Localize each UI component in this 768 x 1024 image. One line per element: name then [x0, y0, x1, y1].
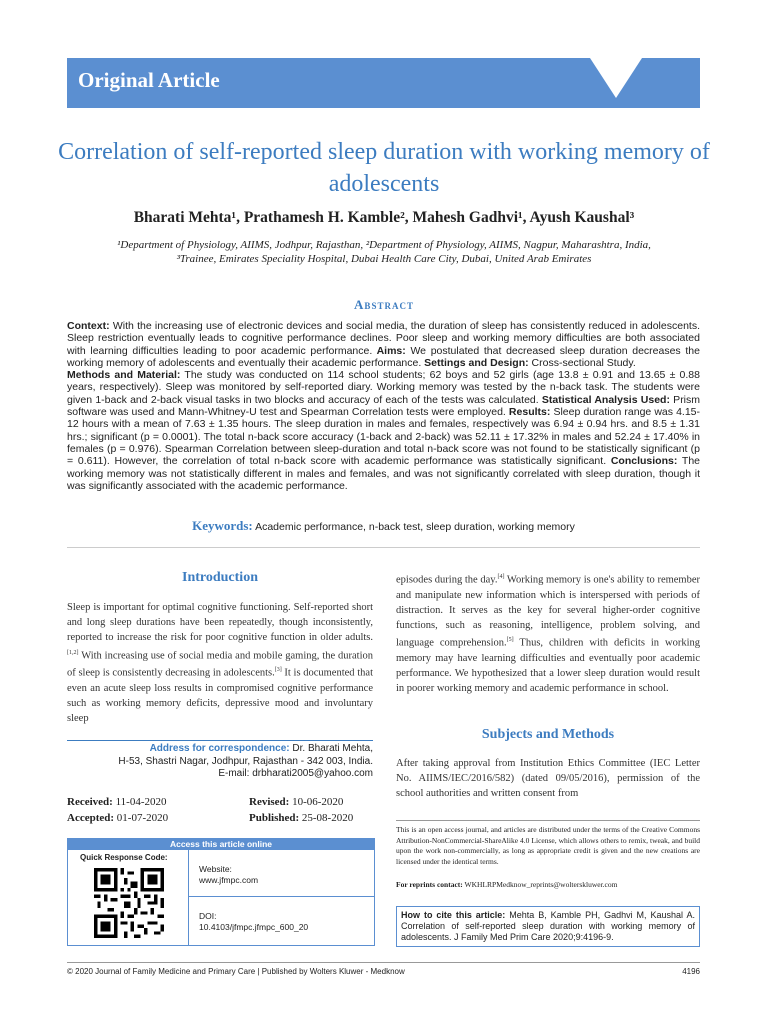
methods-text: After taking approval from Institution Ethics Committee (IEC Letter No. AIIMS/IEC/2016/582) (dated 09/05/2016), permission of the school authorities and written consent from	[396, 758, 700, 800]
qr-label: Quick Response Code:	[80, 853, 168, 862]
license-statement: This is an open access journal, and articles are distributed under the terms of the Creative Commons Attribution-NonCommercial-ShareAlike 4.0 License, which allows others to remix, tweak, and build upon the work non-commercially, as long as appropriate credit is given and the new creations are licensed under the identical terms.	[396, 820, 700, 867]
keywords	[67, 518, 700, 534]
doi-label: DOI:	[199, 911, 217, 921]
abstract-stats-label: Statistical Analysis Used:	[538, 393, 670, 406]
banner-underline	[67, 106, 700, 108]
qr-section	[68, 850, 189, 945]
correspondence-name: Dr. Bharati Mehta,	[289, 743, 373, 754]
abstract-conclusions: The working memory was not statistically different in males and females, and was not significantly correlated with sleep duration, though it was significantly associated with the academic performance.	[67, 455, 700, 492]
correspondence-email: E-mail: drbharati2005@yahoo.com	[218, 768, 373, 779]
access-heading: Access this article online	[68, 839, 374, 850]
affiliation-line-1: ¹Department of Physiology, AIIMS, Jodhpur, Rajasthan, ²Department of Physiology, AIIMS, Nagpur, Maharashtra, India,	[117, 239, 651, 251]
intro-text-1: Sleep is important for optimal cognitive functioning. Self-reported short and long sleep durations have been repeatedly, though inconsistently, reported to increase the risk for poor cognitive function in older adults.	[67, 602, 373, 644]
article-type-label: Original Article	[78, 68, 220, 92]
doi-link[interactable]: 10.4103/jfmpc.jfmpc_600_20	[199, 922, 309, 932]
methods-heading: Subjects and Methods	[481, 727, 615, 742]
abstract-context-label: Context:	[67, 320, 110, 332]
citation-text: Mehta B, Kamble PH, Gadhvi M, Kaushal A. Correlation of self-reported sleep duration with working memory of adolescents. J Family Med Prim Care 2020;9:4196-9.	[401, 910, 695, 942]
reprints-email[interactable]: WKHLRPMedknow_reprints@wolterskluwer.com	[462, 880, 618, 889]
qr-code-icon	[94, 868, 164, 938]
page-number: 4196	[682, 967, 700, 976]
website-link[interactable]: www.jfmpc.com	[199, 875, 259, 885]
abstract-methods: The study was conducted on 114 school students; 62 boys and 52 girls (age 13.8 ± 0.91 and 13.65 ± 0.88 years, respectively). Sleep was monitored by self-reported diary. Working memory was tested by the n-back task. The students were given 1-back and 2-back visual tasks in two blocks and accuracy of each of the tests was calculated.	[67, 369, 700, 406]
introduction-heading: Introduction	[182, 570, 258, 585]
abstract-conclusions-label: Conclusions:	[606, 455, 678, 468]
section-divider	[67, 547, 700, 548]
accepted-date	[67, 810, 249, 826]
citation-box	[396, 906, 700, 947]
reprints-contact	[396, 880, 700, 889]
banner-notch-decoration	[590, 58, 642, 98]
introduction-continued-text	[396, 570, 700, 697]
dates-row-2	[67, 810, 373, 826]
correspondence-block	[67, 740, 373, 781]
article-dates	[67, 794, 373, 826]
revised-date	[249, 794, 343, 810]
correspondence-address: H-53, Shastri Nagar, Jodhpur, Rajasthan - 342 003, India.	[118, 755, 373, 767]
introduction-text	[67, 600, 373, 727]
intro-cont-text-2: Working memory is one's ability to remember and manipulate new information which is interspersed with periods of distraction. It serves as the key for several higher-order cognitive functions, such as reasoning, intelligence, problem solving, and language comprehension.	[396, 574, 701, 649]
reprints-label: For reprints contact:	[396, 880, 463, 889]
intro-citation-1: [1,2]	[67, 649, 79, 656]
abstract-results-label: Results:	[505, 406, 551, 419]
published-date	[249, 810, 353, 826]
correspondence-line-1	[67, 743, 373, 756]
received-date	[67, 794, 249, 810]
keywords-text: Academic performance, n-back test, sleep duration, working memory	[252, 521, 575, 533]
website-label: Website:	[199, 864, 232, 874]
intro-text-2: With increasing use of social media and mobile gaming, the duration of sleep is consistently decreasing in adolescents.	[67, 650, 373, 679]
intro-cont-text-3: Thus, children with deficits in working memory may have learning difficulties and eventually poor academic performance. We hypothesized that a lower sleep duration would result in poorer working memory and academic performance in school.	[396, 637, 700, 695]
accepted-value: 01-07-2020	[114, 812, 169, 824]
website-section	[189, 850, 374, 897]
dates-row-1	[67, 794, 373, 810]
abstract-aims: We postulated that decreased sleep duration decreases the working memory of adolescents and eventually their academic performance.	[67, 344, 700, 369]
abstract-stats: Prism software was used and Mann-Whitney-U test and Spearman Correlation tests were employed.	[67, 393, 701, 419]
citation-label: How to cite this article:	[401, 910, 506, 920]
footer-text: © 2020 Journal of Family Medicine and Primary Care | Published by Wolters Kluwer - Medknow	[67, 967, 405, 976]
abstract-aims-label: Aims:	[372, 344, 406, 357]
intro-citation-2: [3]	[274, 667, 282, 674]
abstract-heading: Abstract	[354, 297, 414, 312]
abstract-body	[67, 320, 700, 492]
abstract-context: With the increasing use of electronic devices and social media, the duration of sleep has consistently reduced in adolescents. Sleep restriction eventually leads to cognitive performance declines. Poor sleep and working memory difficulties are both associated with learning difficulties leading to poor academic performance.	[67, 320, 700, 357]
accepted-label: Accepted:	[67, 812, 115, 824]
received-label: Received:	[67, 796, 113, 808]
keywords-label: Keywords:	[192, 518, 253, 533]
intro-text-3: It is documented that even an acute sleep loss results in compromised cognitive performance such as working memory deficits, depressive mood and involuntary sleep	[67, 667, 373, 725]
article-title: Correlation of self-reported sleep duration with working memory of adolescents	[58, 139, 710, 197]
published-label: Published:	[249, 812, 300, 824]
affiliations	[40, 238, 728, 266]
revised-value: 10-06-2020	[289, 796, 344, 808]
received-value: 11-04-2020	[112, 796, 167, 808]
footer-divider	[67, 962, 700, 963]
revised-label: Revised:	[249, 796, 290, 808]
abstract-methods-label: Methods and Material:	[67, 369, 181, 382]
abstract-settings: Cross-sectional Study.	[528, 356, 636, 369]
abstract-results: Sleep duration range was 4.15-12 hours with a mean of 7.63 ± 1.35 hours. The sleep duration in males and females, respectively was 6.94 ± 0.94 hrs. and 8.5 ± 1.31 hrs.; significant (p = 0.0001). The total n-back score accuracy (1-back and 2-back) was 52.11 ± 17.32% in males and 52.24 ± 17.40% in females (p = 0.976). Spearman Correlation between sleep-duration and total n-back score was not found to be statistically significant (p = 0.611). However, the correlation of total n-back score with academic performance was statistically significant.	[67, 406, 701, 468]
access-online-box	[67, 838, 375, 946]
intro-cont-text-1: episodes during the day.	[396, 574, 498, 586]
published-value: 25-08-2020	[299, 812, 354, 824]
intro-cont-citation-1: [4]	[497, 574, 505, 580]
abstract-settings-label: Settings and Design:	[421, 356, 529, 369]
affiliation-line-2: ³Trainee, Emirates Speciality Hospital, Dubai Health Care City, Dubai, United Arab Emirates	[176, 253, 592, 265]
intro-cont-citation-2: [5]	[506, 637, 514, 644]
correspondence-label: Address for correspondence:	[149, 743, 290, 754]
doi-section	[189, 897, 374, 945]
author-list: Bharati Mehta¹, Prathamesh H. Kamble², Mahesh Gadhvi¹, Ayush Kaushal³	[133, 209, 635, 226]
